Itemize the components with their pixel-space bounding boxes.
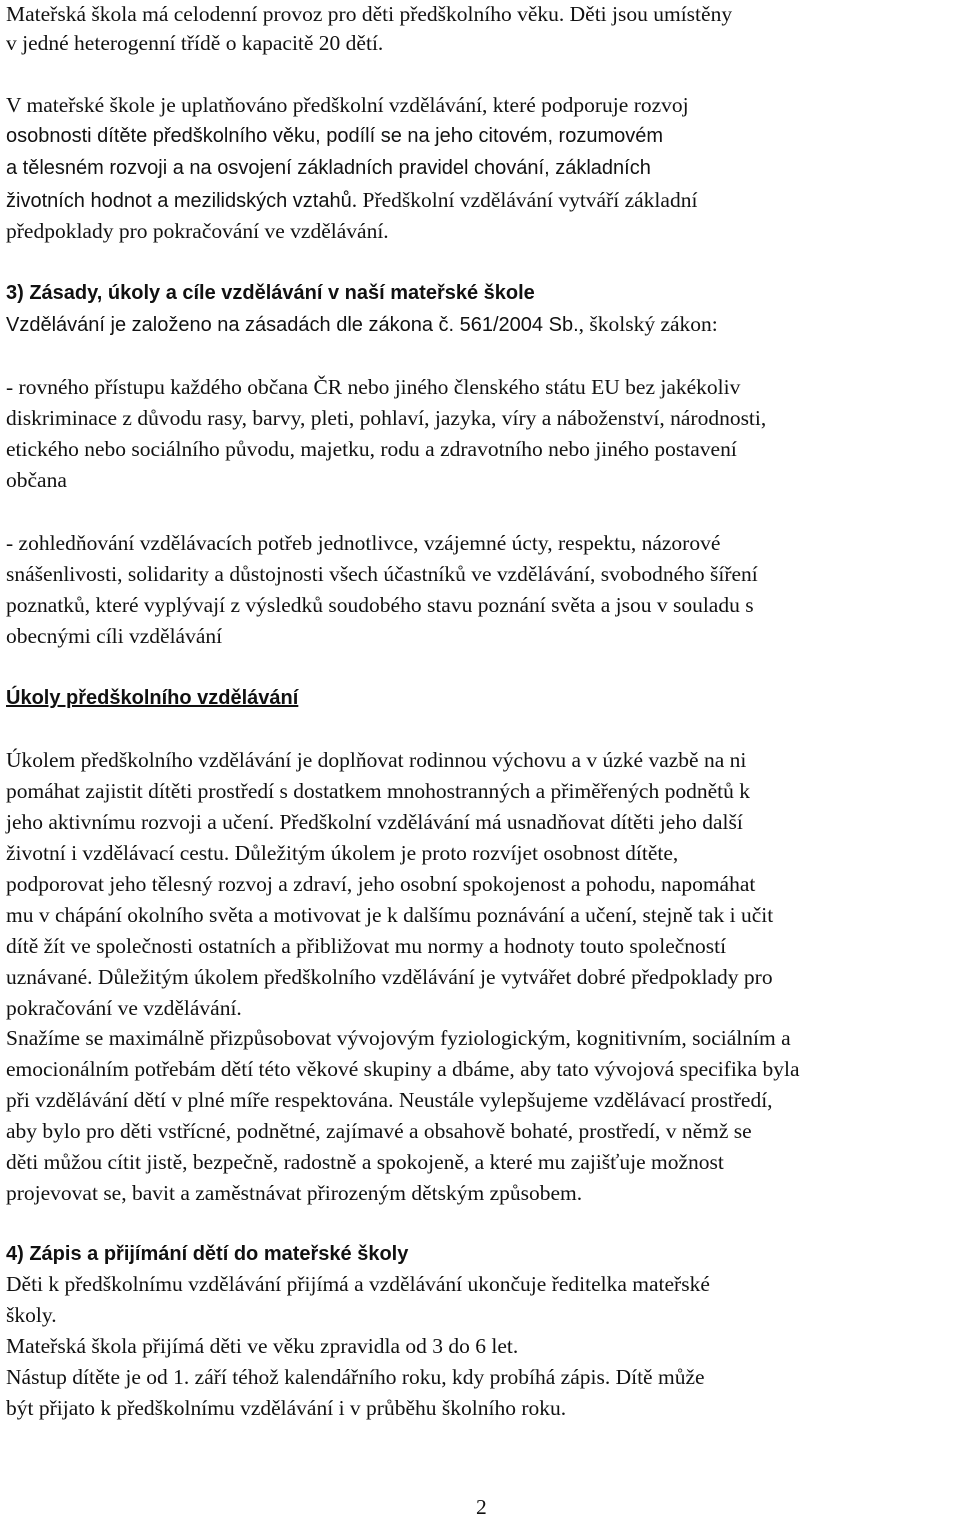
tasks-line: projevovat se, bavit a zaměstnávat přirozeným dětským způsobem. — [6, 1181, 583, 1205]
admission-line: Mateřská škola přijímá děti ve věku zpravidla od 3 do 6 let. — [6, 1334, 519, 1358]
tasks-line: uznávané. Důležitým úkolem předškolního vzdělávání je vytvářet dobré předpoklady pro — [6, 965, 773, 989]
education-line-mixed — [6, 186, 697, 215]
section4-heading: 4) Zápis a přijímání dětí do mateřské školy — [6, 1243, 409, 1265]
tasks-line: podporovat jeho tělesný rozvoj a zdraví, jeho osobní spokojenost a pohodu, napomáhat — [6, 872, 756, 896]
principle-line: etického nebo sociálního původu, majetku, rodu a zdravotního nebo jiného postavení — [6, 437, 737, 461]
education-line: osobnosti dítěte předškolního věku, podílí se na jeho citovém, rozumovém — [6, 125, 664, 147]
tasks-line: emocionálním potřebám dětí této věkové skupiny a dbáme, aby tato vývojová specifika byla — [6, 1057, 800, 1081]
admission-line: školy. — [6, 1303, 57, 1327]
principle-line: obecnými cíli vzdělávání — [6, 624, 223, 648]
tasks-line: děti můžou cítit jistě, bezpečně, radostně a spokojeně, a které mu zajišťuje možnost — [6, 1150, 724, 1174]
principle-line: poznatků, které vyplývají z výsledků soudobého stavu poznání světa a jsou v souladu s — [6, 593, 754, 617]
tasks-heading: Úkoly předškolního vzdělávání — [6, 687, 299, 709]
education-text-serif: . Předškolní vzdělávání vytváří základní — [351, 188, 698, 212]
principle-line: snášenlivosti, solidarity a důstojnosti všech účastníků ve vzdělávání, svobodného šíření — [6, 562, 758, 586]
tasks-line: životní i vzdělávací cestu. Důležitým úkolem je proto rozvíjet osobnost dítěte, — [6, 841, 679, 865]
principle-line: občana — [6, 468, 67, 492]
education-line: předpoklady pro pokračování ve vzdělávání. — [6, 219, 389, 243]
section3-intro-serif: , školský zákon: — [578, 312, 718, 336]
tasks-line: aby bylo pro děti vstřícné, podnětné, zajímavé a obsahově bohaté, prostředí, v němž se — [6, 1119, 752, 1143]
tasks-line: dítě žít ve společnosti ostatních a přibližovat mu normy a hodnoty touto společností — [6, 934, 727, 958]
admission-line: Nástup dítěte je od 1. září téhož kalendářního roku, kdy probíhá zápis. Dítě může — [6, 1365, 705, 1389]
education-line: V mateřské škole je uplatňováno předškolní vzdělávání, které podporuje rozvoj — [6, 93, 689, 117]
tasks-line: pomáhat zajistit dítěti prostředí s dostatkem mnohostranných a přiměřených podnětů k — [6, 779, 750, 803]
admission-line: být přijato k předškolnímu vzdělávání i v průběhu školního roku. — [6, 1396, 567, 1420]
page-number: 2 — [476, 1495, 487, 1519]
tasks-line: pokračování ve vzdělávání. — [6, 996, 242, 1020]
intro-line: v jedné heterogenní třídě o kapacitě 20 dětí. — [6, 31, 384, 55]
section3-intro — [6, 310, 718, 339]
tasks-line: při vzdělávání dětí v plné míře respektována. Neustále vylepšujeme vzdělávací prostředí, — [6, 1088, 773, 1112]
section3-heading: 3) Zásady, úkoly a cíle vzdělávání v naší mateřské škole — [6, 282, 535, 304]
tasks-line: jeho aktivnímu rozvoji a učení. Předškolní vzdělávání má usnadňovat dítěti jeho další — [6, 810, 743, 834]
tasks-line: Úkolem předškolního vzdělávání je doplňovat rodinnou výchovu a v úzké vazbě na ni — [6, 748, 747, 772]
principle-line: - zohledňování vzdělávacích potřeb jednotlivce, vzájemné úcty, respektu, názorové — [6, 531, 721, 555]
tasks-line: Snažíme se maximálně přizpůsobovat vývojovým fyziologickým, kognitivním, sociálním a — [6, 1026, 791, 1050]
admission-line: Děti k předškolnímu vzdělávání přijímá a vzdělávání ukončuje ředitelka mateřské — [6, 1272, 710, 1296]
principle-line: - rovného přístupu každého občana ČR nebo jiného členského státu EU bez jakékoliv — [6, 375, 741, 399]
tasks-line: mu v chápání okolního světa a motivovat je k dalšímu poznávání a učení, stejně tak i učit — [6, 903, 774, 927]
section3-intro-sans: Vzdělávání je založeno na zásadách dle zákona č. 561/2004 Sb. — [6, 314, 579, 336]
intro-line: Mateřská škola má celodenní provoz pro děti předškolního věku. Děti jsou umístěny — [6, 2, 733, 26]
education-line: a tělesném rozvoji a na osvojení základních pravidel chování, základních — [6, 157, 651, 179]
education-text-sans: životních hodnot a mezilidských vztahů — [6, 190, 352, 212]
principle-line: diskriminace z důvodu rasy, barvy, pleti, pohlaví, jazyka, víry a náboženství, národnosti, — [6, 406, 767, 430]
